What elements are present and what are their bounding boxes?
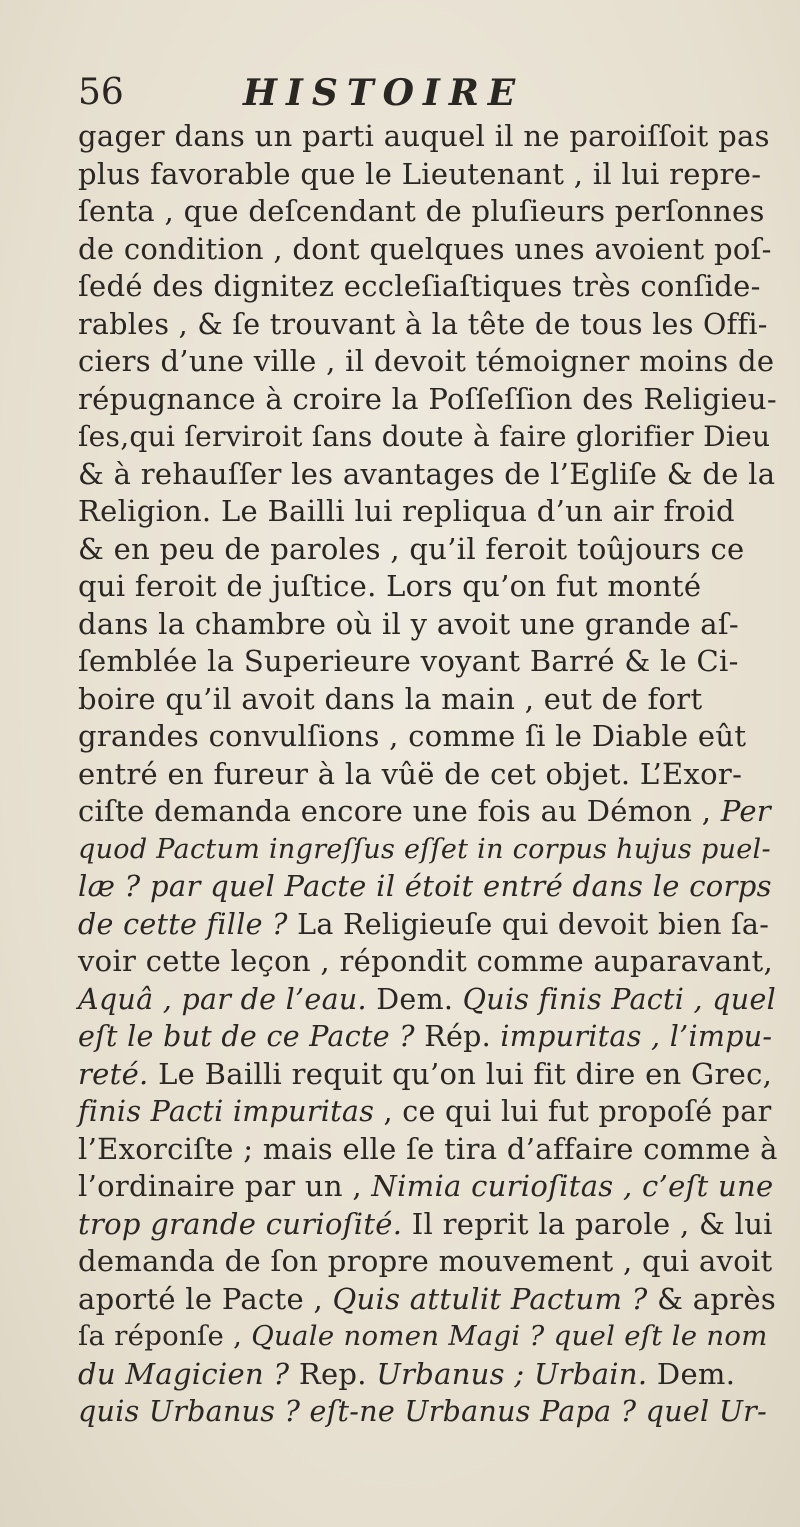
page-number: 56	[78, 72, 124, 113]
text-line	[78, 793, 778, 831]
text-segment: Le Bailli requit qu’on lui fit dire en Grec,	[148, 1056, 773, 1091]
text-segment: Religion. Le Bailli lui repliqua d’un air froid	[78, 494, 735, 528]
text-line	[78, 1131, 778, 1169]
text-line	[78, 306, 778, 344]
italic-text: Quale nomen Magi ? quel eſt le nom	[251, 1320, 768, 1352]
text-segment: ſa réponſe ,	[78, 1320, 252, 1352]
text-line	[78, 606, 778, 644]
italic-text: Quis finis Pacti , quel	[462, 982, 777, 1016]
text-line	[78, 456, 778, 494]
italic-text: Per	[720, 794, 771, 828]
text-segment: ciers d’une ville , il devoit témoigner moins de	[78, 344, 775, 378]
text-line	[78, 681, 778, 719]
text-line	[78, 381, 778, 419]
text-line	[78, 756, 778, 794]
body-text	[78, 118, 778, 1431]
text-line	[78, 231, 778, 269]
italic-text: Nimia curioſitas , c’eſt une	[371, 1169, 774, 1203]
text-line	[78, 1356, 778, 1394]
text-segment: gager dans un parti auquel il ne paroiſſoit pas	[78, 119, 770, 153]
text-segment: & en peu de paroles , qu’il feroit toûjours ce	[78, 531, 745, 566]
italic-text: quis Urbanus ? eſt-ne Urbanus Papa ? quel Ur-	[78, 1395, 767, 1428]
italic-text: eſt le but de ce Pacte ?	[78, 1020, 415, 1053]
text-segment: Il reprit la parole , & lui	[402, 1206, 773, 1241]
italic-text: Quis attulit Pactum ?	[332, 1281, 648, 1316]
text-line	[78, 868, 778, 906]
text-segment: voir cette leçon , répondit comme auparavant,	[78, 944, 773, 978]
italic-text: trop grande curioſité.	[78, 1206, 403, 1241]
text-line	[78, 568, 778, 606]
italic-text: reté.	[78, 1056, 149, 1091]
text-segment: boire qu’il avoit dans la main , eut de fort	[78, 681, 703, 716]
italic-text: Aquâ , par de l’eau.	[78, 982, 367, 1016]
text-segment: aporté le Pacte ,	[78, 1281, 333, 1316]
text-line	[78, 193, 778, 231]
text-segment: de condition , dont quelques unes avoient poſ-	[78, 231, 772, 266]
text-line	[78, 1168, 778, 1206]
text-line	[78, 1018, 778, 1056]
italic-text: læ ? par quel Pacte il étoit entré dans le corps	[78, 869, 772, 903]
running-title: HISTOIRE	[243, 72, 525, 114]
text-line	[78, 1056, 778, 1094]
text-line	[78, 531, 778, 569]
text-segment: plus favorable que le Lieutenant , il lui repre-	[78, 156, 762, 191]
text-line	[78, 418, 778, 456]
text-segment: & à rehauſſer les avantages de l’Egliſe & de la	[78, 456, 776, 491]
text-segment: Dem.	[647, 1356, 736, 1391]
text-segment: répugnance à croire la Poſſeſſion des Religieu-	[78, 381, 777, 416]
text-segment: rables , & ſe trouvant à la tête de tous les Offi-	[78, 307, 768, 341]
text-line	[78, 906, 778, 944]
text-segment: Rep.	[289, 1356, 377, 1391]
italic-text: de cette fille ?	[78, 907, 288, 941]
text-segment: demanda de ſon propre mouvement , qui avoit	[78, 1244, 773, 1278]
text-segment: qui feroit de juſtice. Lors qu’on fut monté	[78, 569, 702, 603]
text-segment: ciſte demanda encore une fois au Démon ,	[78, 794, 721, 828]
text-line	[78, 718, 778, 756]
italic-text: quod Pactum ingreſſus eſſet in corpus hujus puel-	[78, 833, 771, 865]
text-segment: & après	[647, 1281, 777, 1316]
text-line	[78, 1093, 778, 1131]
text-line	[78, 1206, 778, 1244]
text-line	[78, 343, 778, 381]
italic-text: impuritas , l’impu-	[500, 1020, 773, 1053]
text-line	[78, 268, 778, 306]
text-segment: l’Exorciſte ; mais elle ſe tira d’affaire comme à	[78, 1131, 778, 1166]
text-segment: dans la chambre où il y avoit une grande aſ-	[78, 606, 740, 641]
italic-text: finis Pacti impuritas	[78, 1095, 375, 1128]
italic-text: du Magicien ?	[78, 1356, 290, 1391]
text-segment: ſenta , que deſcendant de pluſieurs perſonnes	[78, 194, 765, 228]
text-line	[78, 1243, 778, 1281]
text-line	[78, 643, 778, 681]
text-segment: Dem.	[366, 982, 463, 1016]
text-segment: Rép.	[414, 1020, 501, 1053]
text-line	[78, 943, 778, 981]
text-segment: , ce qui lui fut propoſé par	[374, 1095, 772, 1128]
text-line	[78, 981, 778, 1019]
text-line	[78, 156, 778, 194]
text-segment: ſemblée la Superieure voyant Barré & le Ci-	[78, 644, 739, 678]
text-segment: l’ordinaire par un ,	[78, 1169, 372, 1203]
text-line	[78, 831, 778, 869]
text-line	[78, 493, 778, 531]
text-segment: entré en fureur à la vûë de cet objet. L’Exor-	[78, 756, 743, 791]
text-line	[78, 1318, 778, 1356]
page-header	[78, 68, 738, 118]
text-segment: ſedé des dignitez eccleſiaſtiques très conſide-	[78, 269, 761, 303]
text-line	[78, 118, 778, 156]
text-line	[78, 1281, 778, 1319]
text-segment: grandes convulſions , comme ſi le Diable eût	[78, 719, 747, 753]
text-segment: La Religieuſe qui devoit bien ſa-	[287, 907, 770, 941]
text-segment: ſes,qui ſerviroit ſans doute à faire glorifier Dieu	[78, 420, 771, 453]
text-line	[78, 1393, 778, 1431]
italic-text: Urbanus ; Urbain.	[376, 1356, 648, 1391]
